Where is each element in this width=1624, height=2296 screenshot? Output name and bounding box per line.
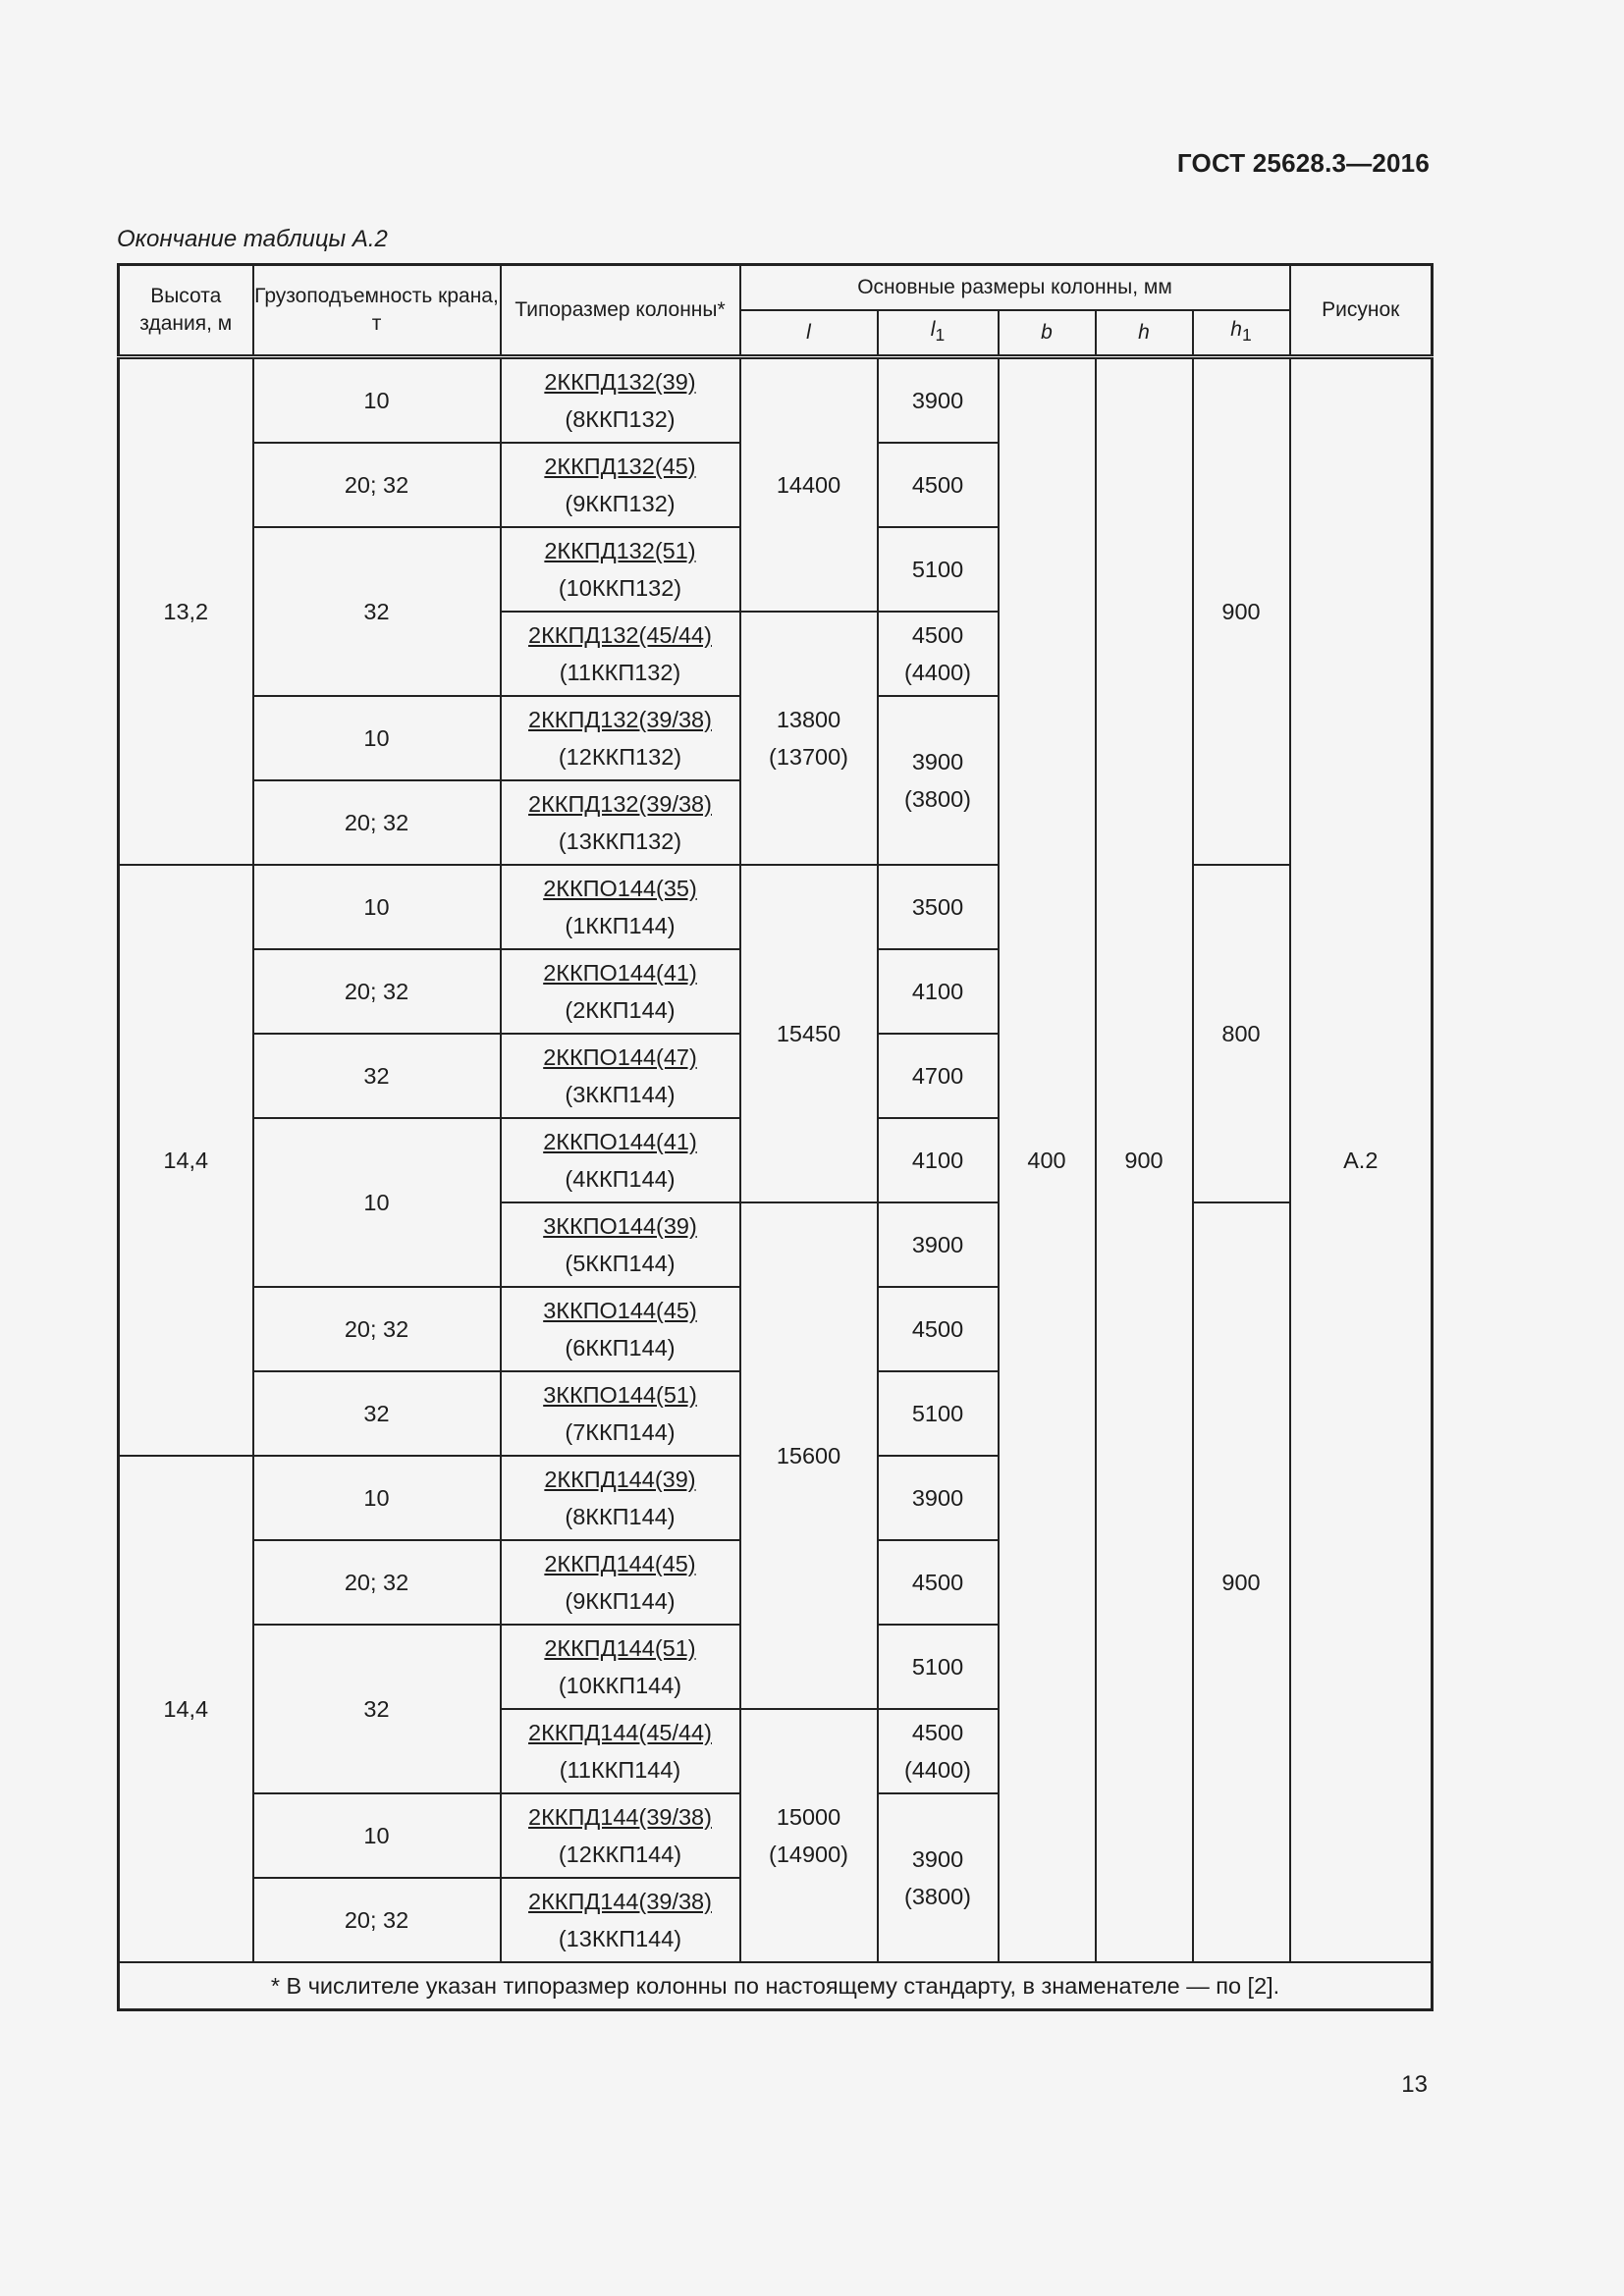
l1-cell: 3900 <box>878 1456 999 1540</box>
capacity-cell: 10 <box>253 1793 501 1878</box>
l1-cell: 4500 <box>878 443 999 527</box>
column-type-cell: 2ККПД132(39) (8ККП132) <box>501 357 740 444</box>
column-type-cell: 2ККПО144(41) (4ККП144) <box>501 1118 740 1202</box>
header-crane-capacity: Грузоподъемность крана, т <box>253 265 501 357</box>
column-type-cell: 2ККПО144(47) (3ККП144) <box>501 1034 740 1118</box>
h1-cell: 900 <box>1193 1202 1290 1962</box>
header-h: h <box>1096 310 1193 357</box>
column-type-cell: 2ККПД132(39/38) (12ККП132) <box>501 696 740 780</box>
l1-cell: 4700 <box>878 1034 999 1118</box>
column-type-cell: 3ККПО144(51) (7ККП144) <box>501 1371 740 1456</box>
header-l: l <box>740 310 878 357</box>
column-type-cell: 2ККПД132(45/44) (11ККП132) <box>501 612 740 696</box>
column-type-cell: 2ККПД132(39/38) (13ККП132) <box>501 780 740 865</box>
l1-cell: 4500 (4400) <box>878 1709 999 1793</box>
table-row <box>119 357 1433 444</box>
building-height-cell: 14,4 <box>119 865 253 1456</box>
header-figure: Рисунок <box>1290 265 1433 357</box>
capacity-cell: 20; 32 <box>253 443 501 527</box>
capacity-cell: 10 <box>253 1456 501 1540</box>
building-height-cell: 13,2 <box>119 357 253 866</box>
header-building-height: Высота здания, м <box>119 265 253 357</box>
l1-cell: 5100 <box>878 527 999 612</box>
table-footnote: * В числителе указан типоразмер колонны по настоящему стандарту, в знаменателе — по [2]. <box>119 1962 1433 2010</box>
l-cell: 14400 <box>740 357 878 613</box>
l1-cell: 4500 <box>878 1287 999 1371</box>
header-l1: $l_1$ <box>878 310 999 357</box>
header-b: b <box>999 310 1096 357</box>
table-row <box>119 865 1433 949</box>
header-main-dimensions: Основные размеры колонны, мм <box>740 265 1290 311</box>
l-cell: 15000 (14900) <box>740 1709 878 1962</box>
capacity-cell: 10 <box>253 357 501 444</box>
column-type-cell: 3ККПО144(39) (5ККП144) <box>501 1202 740 1287</box>
column-type-cell: 2ККПД144(45/44) (11ККП144) <box>501 1709 740 1793</box>
h1-cell: 900 <box>1193 357 1290 866</box>
capacity-cell: 20; 32 <box>253 780 501 865</box>
l1-cell: 3900 <box>878 357 999 444</box>
capacity-cell: 10 <box>253 865 501 949</box>
l1-cell: 3900 <box>878 1202 999 1287</box>
capacity-cell: 32 <box>253 527 501 696</box>
column-type-cell: 2ККПО144(41) (2ККП144) <box>501 949 740 1034</box>
l-cell: 13800 (13700) <box>740 612 878 865</box>
capacity-cell: 32 <box>253 1034 501 1118</box>
column-type-cell: 2ККПД144(39/38) (13ККП144) <box>501 1878 740 1962</box>
l1-cell: 3500 <box>878 865 999 949</box>
column-type-cell: 2ККПД144(39/38) (12ККП144) <box>501 1793 740 1878</box>
column-type-cell: 2ККПД144(39) (8ККП144) <box>501 1456 740 1540</box>
column-type-cell: 2ККПД144(51) (10ККП144) <box>501 1625 740 1709</box>
table-caption: Окончание таблицы А.2 <box>117 226 388 252</box>
header-column-type: Типоразмер колонны* <box>501 265 740 357</box>
capacity-cell: 32 <box>253 1625 501 1793</box>
b-cell: 400 <box>999 357 1096 1963</box>
h1-cell: 800 <box>1193 865 1290 1202</box>
l1-cell: 4500 <box>878 1540 999 1625</box>
figure-cell: А.2 <box>1290 357 1433 1963</box>
standard-number: ГОСТ 25628.3—2016 <box>1176 148 1430 178</box>
capacity-cell: 20; 32 <box>253 1287 501 1371</box>
l1-cell: 3900 (3800) <box>878 696 999 865</box>
h-cell: 900 <box>1096 357 1193 1963</box>
column-type-cell: 3ККПО144(45) (6ККП144) <box>501 1287 740 1371</box>
capacity-cell: 10 <box>253 1118 501 1287</box>
l-cell: 15450 <box>740 865 878 1202</box>
l1-cell: 4500 (4400) <box>878 612 999 696</box>
capacity-cell: 20; 32 <box>253 1540 501 1625</box>
page-number: 13 <box>1401 2071 1428 2098</box>
footnote-row <box>119 1962 1433 2010</box>
capacity-cell: 32 <box>253 1371 501 1456</box>
l1-cell: 4100 <box>878 949 999 1034</box>
header-h1: $h_1$ <box>1193 310 1290 357</box>
capacity-cell: 20; 32 <box>253 949 501 1034</box>
l1-cell: 5100 <box>878 1371 999 1456</box>
l1-cell: 5100 <box>878 1625 999 1709</box>
column-type-cell: 2ККПД132(45) (9ККП132) <box>501 443 740 527</box>
column-type-cell: 2ККПО144(35) (1ККП144) <box>501 865 740 949</box>
capacity-cell: 20; 32 <box>253 1878 501 1962</box>
building-height-cell: 14,4 <box>119 1456 253 1962</box>
l-cell: 15600 <box>740 1202 878 1709</box>
dimensions-table <box>117 263 1434 2011</box>
capacity-cell: 10 <box>253 696 501 780</box>
column-type-cell: 2ККПД132(51) (10ККП132) <box>501 527 740 612</box>
column-type-cell: 2ККПД144(45) (9ККП144) <box>501 1540 740 1625</box>
l1-cell: 4100 <box>878 1118 999 1202</box>
l1-cell: 3900 (3800) <box>878 1793 999 1962</box>
